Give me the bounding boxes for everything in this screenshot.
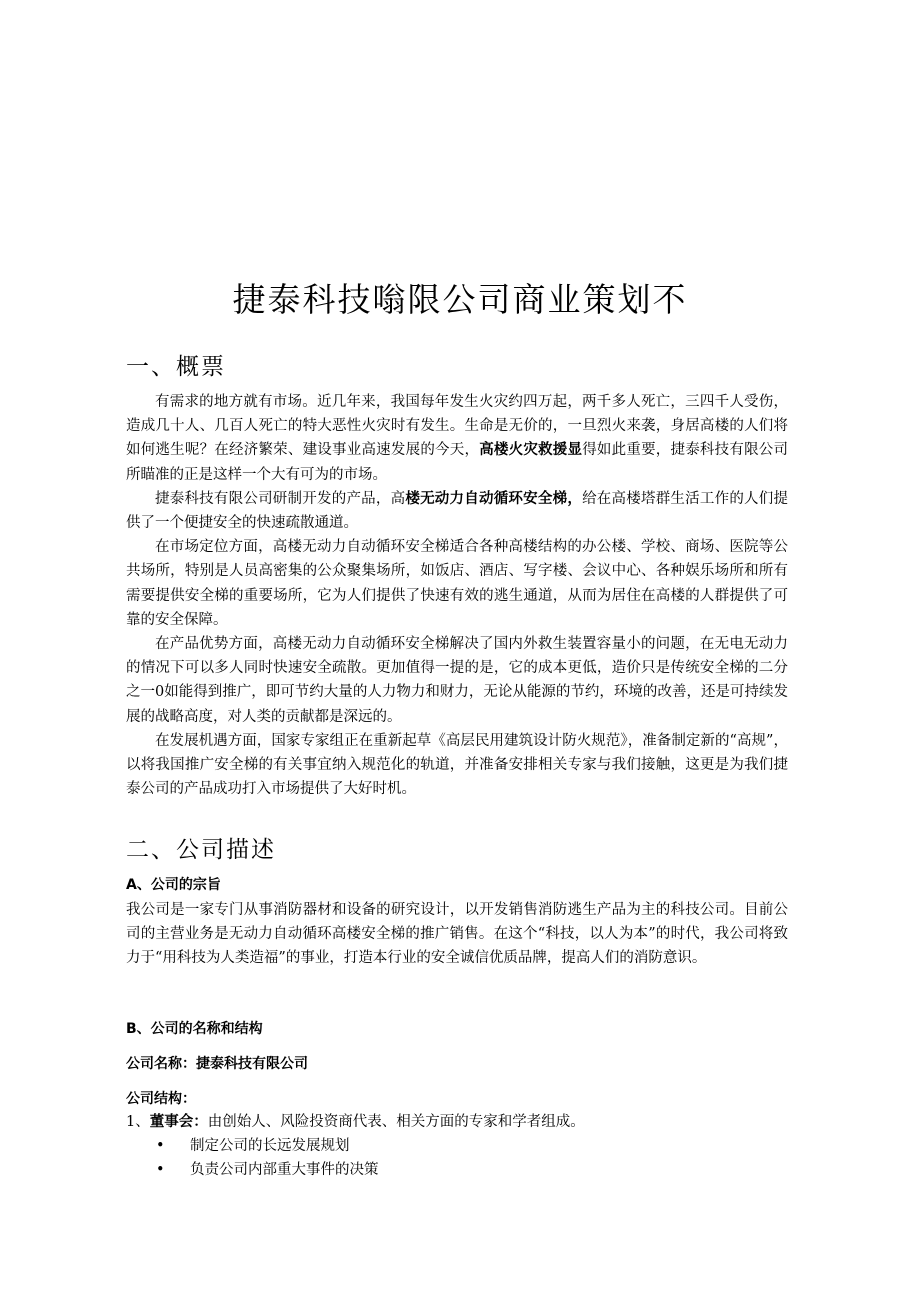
section-heading-company: 二、公司描述 bbox=[126, 837, 276, 863]
document-title: 捷泰科技嗡限公司商业策划不 bbox=[232, 280, 688, 319]
paragraph-text: 得如此重要，捷泰科技有限公司所瞄准的正是这样一个大有可为的市场。 bbox=[126, 442, 789, 483]
bullet-icon: • bbox=[156, 1138, 165, 1154]
board-term: 董事会： bbox=[149, 1114, 208, 1130]
board-item bbox=[126, 1112, 585, 1132]
bullet-icon: • bbox=[156, 1162, 165, 1178]
paragraph-text: 有需求的地方就有市场。近几年来，我国每年发生火灾约四万起，两千多人死亡，三四千人受伤，造成几十人、几百人死亡的特大恶性火灾时有发生。生命是无价的，一旦烈火来袭，身居高楼的人们将如何逃生呢？在经济繁荣、建设事业高速发展的今天， bbox=[126, 394, 788, 459]
paragraph-text: 捷泰科技有限公司研制开发的产品，高 bbox=[155, 490, 406, 507]
overview-paragraph-4: 在产品优势方面，高楼无动力自动循环安全梯解决了国内外救生装置容量小的问题，在无电无动力的情况下可以多人同时快速安全疏散。更加值得一提的是，它的成本更低，造价只是传统安全梯的二分之一0如能得到推广，即可节约大量的人力物力和财力，无论从能源的节约，环境的改善，还是可持续发展的战略高度，对人类的贡献都是深远的。 bbox=[126, 636, 788, 725]
list-item bbox=[156, 1136, 350, 1156]
structure-label: 公司结构： bbox=[126, 1091, 196, 1107]
overview-paragraph-3: 在市场定位方面，高楼无动力自动循环安全梯适合各种高楼结构的办公楼、学校、商场、医院等公共场所，特别是人员高密集的公众聚集场所，如饭店、酒店、写字楼、会议中心、各种娱乐场所和所有需要提供安全梯的重要场所，它为人们提供了快速有效的逃生通道，从而为居住在高楼的人群提供了可靠的安全保障。 bbox=[126, 539, 788, 628]
subheading-name-structure: B、公司的名称和结构 bbox=[126, 1021, 263, 1037]
overview-body bbox=[126, 390, 788, 801]
bullet-text: 制定公司的长远发展规划 bbox=[190, 1138, 350, 1154]
board-description: 由创始人、风险投资商代表、相关方面的专家和学者组成。 bbox=[207, 1114, 585, 1130]
overview-paragraph-2 bbox=[126, 487, 788, 535]
subheading-purpose: A、公司的宗旨 bbox=[126, 877, 221, 893]
paragraph-text: 给在高楼塔群生活工作的人们提供了一个便捷安全的快速疏散通道。 bbox=[126, 490, 789, 532]
overview-paragraph-5: 在发展机遇方面，国家专家组正在重新起草《高层民用建筑设计防火规范》，准备制定新的“高规”，以将我国推广安全梯的有关事宜纳入规范化的轨道，并准备安排相关专家与我们接触，这更是为我们捷泰公司的产品成功打入市场提供了大好时机。 bbox=[126, 732, 788, 798]
overview-paragraph-1 bbox=[126, 390, 788, 487]
section-heading-overview: 一、概票 bbox=[126, 354, 226, 380]
bullet-text: 负责公司内部重大事件的决策 bbox=[190, 1162, 379, 1178]
purpose-body bbox=[126, 898, 788, 971]
list-item bbox=[156, 1160, 379, 1180]
emphasis-text: 高楼火灾救援显 bbox=[479, 442, 583, 459]
company-name: 公司名称：捷泰科技有限公司 bbox=[126, 1056, 308, 1072]
list-number: 1、 bbox=[126, 1114, 150, 1130]
purpose-paragraph: 我公司是一家专门从事消防器材和设备的研究设计，以开发销售消防逃生产品为主的科技公司。目前公司的主营业务是无动力自动循环高楼安全梯的推广销售。在这个“科技，以人为本”的时代，我公司将致力于“用科技为人类造福”的事业，打造本行业的安全诚信优质品牌，提高人们的消防意识。 bbox=[126, 902, 788, 967]
emphasis-text: 楼无动力自动循环安全梯， bbox=[405, 490, 583, 507]
